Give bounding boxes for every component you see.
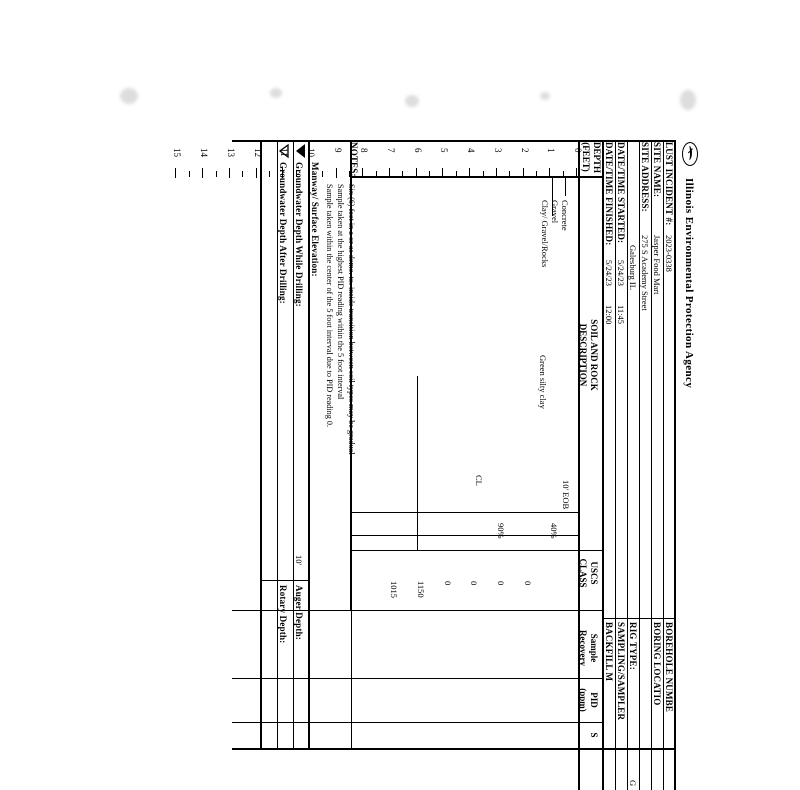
depth-minor-tick — [456, 171, 457, 177]
depth-minor-tick — [189, 171, 190, 177]
depth-tick-label: 15 — [172, 148, 183, 157]
uscs-sub: CLASS — [578, 558, 588, 588]
depth-tick — [229, 168, 230, 178]
site-name-label: SITE NAME: — [652, 142, 662, 198]
pid-value-3: 0 — [469, 581, 479, 586]
iepa-logo-icon — [682, 142, 698, 166]
rule — [674, 140, 676, 790]
depth-tick — [389, 168, 390, 178]
depth-tick-label: 9 — [332, 148, 343, 153]
depth-minor-tick — [269, 171, 270, 177]
depth-tick-label: 7 — [386, 148, 397, 153]
backfill-label: BACKFILL M — [604, 622, 614, 682]
notes-label: NOTES: — [349, 142, 359, 177]
pid-value-2: 0 — [496, 581, 506, 586]
scan-smudge — [405, 95, 419, 107]
pid-value-4: 0 — [443, 581, 453, 586]
pid-sub: (ppm) — [578, 688, 588, 712]
extra-column-header: S — [589, 732, 599, 738]
groundwater-after-label: Groundwater Depth After Drilling: — [278, 162, 288, 304]
water-level-solid-icon — [296, 144, 305, 158]
time-started-value: 11:45 — [616, 305, 626, 325]
depth-minor-tick — [536, 171, 537, 177]
rule — [351, 610, 352, 748]
depth-tick — [523, 168, 524, 178]
depth-tick-label: 3 — [492, 148, 503, 153]
borehole-label: BOREHOLE NUMBE — [664, 622, 674, 713]
description-end-of-boring: 10' EOB — [561, 480, 571, 510]
depth-minor-tick — [563, 171, 564, 177]
scan-smudge — [270, 88, 282, 98]
uscs-column-header — [578, 548, 598, 598]
sample-sub: Recovery — [578, 630, 588, 666]
rig-type-value: G — [628, 780, 638, 787]
site-city-value: Galesburg IL — [628, 245, 638, 290]
depth-tick — [416, 168, 417, 178]
depth-tick — [496, 168, 497, 178]
rotary-depth-label: Rotary Depth: — [278, 585, 288, 644]
description-column-header — [578, 280, 598, 430]
water-level-hollow-icon — [279, 144, 289, 158]
depth-tick-label: 2 — [519, 148, 530, 153]
rig-type-label: RIG TYPE: — [628, 622, 638, 670]
sampler-label: SAMPLING/SAMPLER — [616, 622, 626, 721]
description-green-silty-clay: Green silty clay — [538, 355, 548, 409]
depth-minor-tick — [429, 171, 430, 177]
rule — [260, 140, 262, 748]
description-concrete: Concrete — [560, 200, 570, 231]
description-sub: DESCRIPTION — [578, 323, 588, 387]
depth-minor-tick — [402, 171, 403, 177]
depth-tick-label: 11 — [279, 148, 290, 157]
uscs-label: USCS — [589, 561, 599, 585]
depth-minor-tick — [483, 171, 484, 177]
scan-smudge — [120, 88, 138, 104]
date-finished-value: 5/24/23 — [604, 260, 614, 286]
scan-smudge — [540, 92, 550, 100]
rule — [578, 140, 580, 790]
time-finished-value: 12:00 — [604, 305, 614, 325]
notes-line-3: Sample taken within the center of the 5 foot interval due to PID reading 0. — [325, 184, 334, 428]
depth-tick-label: 6 — [412, 148, 423, 153]
rule — [262, 580, 310, 581]
scan-smudge — [680, 90, 696, 110]
notes-line-2: Sample taken at the highest PID reading within the 5 foot interval — [336, 184, 345, 400]
pid-value-5: 1150 — [416, 581, 426, 598]
groundwater-while-label: Groundwater Depth While Drilling: — [294, 162, 304, 307]
depth-tick — [336, 168, 337, 178]
site-address-value: 275 S Academy Street — [640, 235, 650, 311]
rule — [604, 618, 676, 619]
recovery-value-1: 40% — [549, 523, 559, 539]
recovery-value-2: 90% — [496, 523, 506, 539]
rule — [352, 535, 580, 536]
depth-minor-tick — [509, 171, 510, 177]
depth-unit: (FEET) — [581, 142, 591, 172]
depth-tick-label: 12 — [252, 148, 263, 157]
depth-tick — [469, 168, 470, 178]
rule — [627, 140, 628, 790]
boring-log-sheet — [60, 140, 710, 787]
depth-tick — [549, 168, 550, 178]
pid-value-6: 1015 — [389, 581, 399, 598]
uscs-value: CL — [474, 475, 484, 486]
sample-label: Sample — [589, 633, 599, 663]
depth-minor-tick — [322, 171, 323, 177]
pid-value-1: 0 — [523, 581, 533, 586]
depth-minor-tick — [242, 171, 243, 177]
agency-title: Illinois Environmental Protection Agency — [683, 178, 695, 389]
groundwater-while-value: 10' — [294, 555, 304, 566]
elevation-label: Manway/ Surface Elevation: — [310, 162, 320, 277]
depth-tick — [576, 168, 577, 178]
description-label: SOIL AND ROCK — [589, 319, 599, 391]
date-finished-label: DATE/TIME FINISHED: — [604, 142, 614, 246]
pid-label: PID — [589, 692, 599, 708]
depth-minor-tick — [216, 171, 217, 177]
lust-incident-label: LUST INCIDENT #: — [664, 142, 674, 226]
depth-tick — [202, 168, 203, 178]
depth-label: DEPTH — [592, 142, 602, 174]
auger-depth-label: Auger Depth: — [294, 585, 304, 640]
description-gravel: Gravel — [550, 200, 560, 224]
depth-tick-label: 4 — [466, 148, 477, 153]
depth-tick-label: 14 — [199, 148, 210, 157]
rule — [352, 512, 580, 513]
description-clay-gravel-rocks: Clay/ Gravel/Rocks — [540, 200, 550, 268]
depth-tick-label: 10 — [306, 148, 316, 157]
depth-tick — [443, 168, 444, 178]
rule — [565, 176, 566, 196]
rule — [232, 748, 676, 750]
depth-tick-label: 8 — [359, 148, 370, 153]
rule — [417, 376, 418, 550]
lust-incident-value: 2023-0338 — [664, 235, 674, 272]
depth-tick — [362, 168, 363, 178]
date-started-label: DATE/TIME STARTED: — [616, 142, 626, 244]
depth-tick — [256, 168, 257, 178]
boring-location-label: BORING LOCATIO — [652, 622, 662, 706]
notes-line-1: Six (6) feet in a or as deme. to. inside transition between soil types may be gradual — [347, 184, 356, 455]
sample-column-header — [578, 618, 598, 678]
pid-column-header — [578, 680, 598, 720]
site-address-label: SITE ADDRESS: — [640, 142, 650, 212]
depth-tick-label: 0 — [573, 148, 583, 153]
depth-tick-label: 13 — [225, 148, 236, 157]
depth-column-header — [581, 142, 601, 172]
date-started-value: 5/24/23 — [616, 260, 626, 286]
depth-tick-label: 1 — [546, 148, 557, 153]
site-name-value: Jasper Food Mart — [652, 235, 662, 295]
rule — [232, 678, 604, 679]
depth-minor-tick — [376, 171, 377, 177]
rule — [352, 550, 604, 551]
rule — [232, 722, 604, 723]
depth-tick-label: 5 — [439, 148, 450, 153]
depth-tick — [176, 168, 177, 178]
rule — [232, 140, 676, 142]
